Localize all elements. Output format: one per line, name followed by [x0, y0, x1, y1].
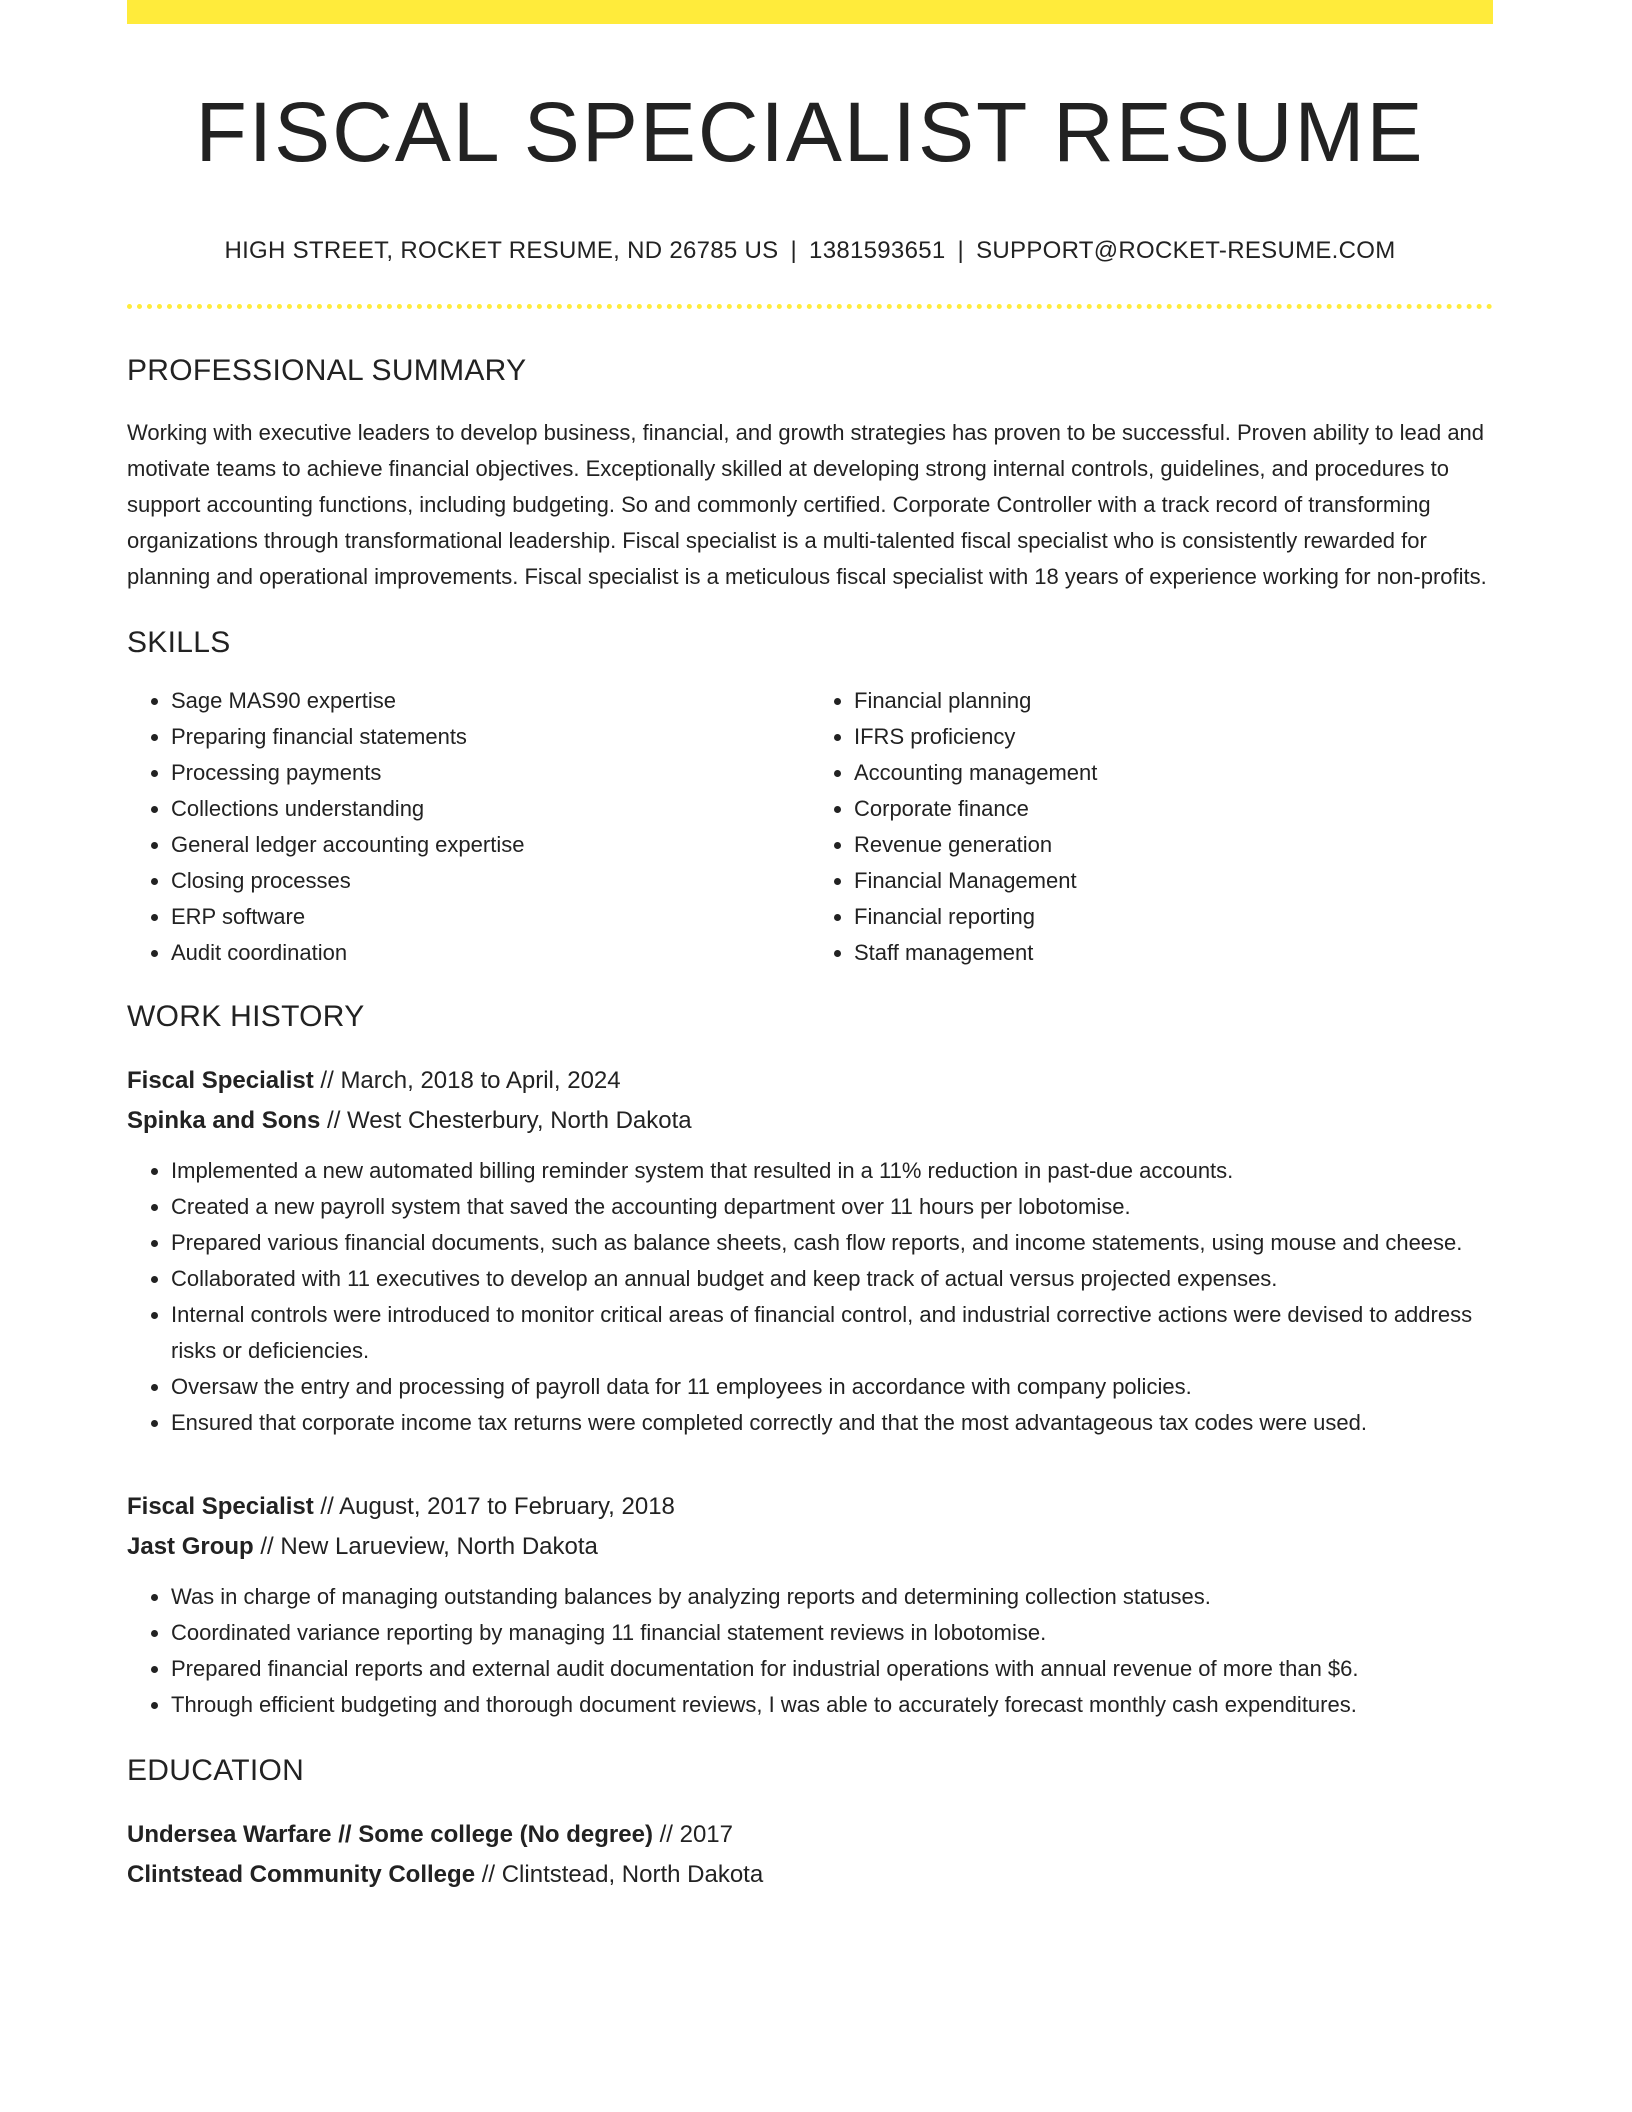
- contact-separator: |: [957, 236, 965, 264]
- work-history-heading: WORK HISTORY: [127, 999, 365, 1033]
- education-degree-line: [127, 1815, 1493, 1855]
- skills-list: [127, 683, 1493, 971]
- contact-phone: 1381593651: [809, 236, 946, 264]
- job-dates: // August, 2017 to February, 2018: [313, 1492, 675, 1520]
- job-dates: // March, 2018 to April, 2024: [313, 1066, 621, 1094]
- duty-item: • Coordinated variance reporting by managing 11 financial statement reviews in lobotomise.: [171, 1615, 1493, 1651]
- job-duties: [127, 1579, 1493, 1723]
- contact-address: HIGH STREET, ROCKET RESUME, ND 26785 US: [224, 236, 779, 264]
- skill-item: • Financial reporting: [854, 899, 1493, 935]
- job-company: Spinka and Sons: [127, 1106, 321, 1134]
- job-location: // West Chesterbury, North Dakota: [320, 1106, 692, 1134]
- skill-item: • Financial planning: [854, 683, 1493, 719]
- duty-item: • Ensured that corporate income tax returns were completed correctly and that the most advantageous tax codes were used.: [171, 1405, 1493, 1441]
- skill-item: • ERP software: [171, 899, 810, 935]
- summary-heading: PROFESSIONAL SUMMARY: [127, 353, 527, 387]
- duty-item: • Implemented a new automated billing reminder system that resulted in a 11% reduction in past-due accounts.: [171, 1153, 1493, 1189]
- skill-item: • Audit coordination: [171, 935, 810, 971]
- summary-text: Working with executive leaders to develop business, financial, and growth strategies has proven to be successful. Proven ability to lead and motivate teams to achieve financial objectives. Exceptionally skilled at developing strong internal controls, guidelines, and procedures to support accounting functions, including budgeting. So and commonly certified. Corporate Controller with a track record of transforming organizations through transformational leadership. Fiscal specialist is a multi-talented fiscal specialist who is consistently rewarded for planning and operational improvements. Fiscal specialist is a meticulous fiscal specialist with 18 years of experience working for non-profits.: [127, 419, 1487, 589]
- skills-column-left: [127, 683, 810, 971]
- skill-item: • Financial Management: [854, 863, 1493, 899]
- dotted-divider: [127, 304, 1493, 309]
- duty-item: • Created a new payroll system that saved the accounting department over 11 hours per lobotomise.: [171, 1189, 1493, 1225]
- job-location: // New Larueview, North Dakota: [253, 1532, 598, 1560]
- education-year: // 2017: [652, 1820, 733, 1848]
- job-entry: [127, 1061, 1493, 1441]
- job-title: Fiscal Specialist: [127, 1492, 314, 1520]
- education-school: Clintstead Community College: [127, 1860, 476, 1888]
- skill-item: • IFRS proficiency: [854, 719, 1493, 755]
- job-title: Fiscal Specialist: [127, 1066, 314, 1094]
- resume-title: FISCAL SPECIALIST RESUME: [195, 85, 1425, 179]
- skill-item: • Corporate finance: [854, 791, 1493, 827]
- duty-item: • Prepared various financial documents, such as balance sheets, cash flow reports, and income statements, using mouse and cheese.: [171, 1225, 1493, 1261]
- education-school-line: [127, 1855, 1493, 1895]
- skill-item: • General ledger accounting expertise: [171, 827, 810, 863]
- contact-line: [127, 235, 1493, 266]
- skill-item: • Preparing financial statements: [171, 719, 810, 755]
- skill-item: • Revenue generation: [854, 827, 1493, 863]
- education-degree: Undersea Warfare // Some college (No degree): [127, 1820, 653, 1848]
- education-entry: [127, 1815, 1493, 1895]
- skills-column-right: [810, 683, 1493, 971]
- job-company: Jast Group: [127, 1532, 254, 1560]
- duty-item: • Was in charge of managing outstanding balances by analyzing reports and determining collection statuses.: [171, 1579, 1493, 1615]
- skill-item: • Collections understanding: [171, 791, 810, 827]
- top-accent-bar: [127, 0, 1493, 24]
- skill-item: • Accounting management: [854, 755, 1493, 791]
- resume-page: [127, 0, 1493, 1895]
- duty-item: • Oversaw the entry and processing of payroll data for 11 employees in accordance with company policies.: [171, 1369, 1493, 1405]
- job-entry: [127, 1487, 1493, 1723]
- education-heading: EDUCATION: [127, 1753, 305, 1787]
- skill-item: • Processing payments: [171, 755, 810, 791]
- education-location: // Clintstead, North Dakota: [475, 1860, 764, 1888]
- duty-item: • Prepared financial reports and external audit documentation for industrial operations with annual revenue of more than $6.: [171, 1651, 1493, 1687]
- skill-item: • Staff management: [854, 935, 1493, 971]
- duty-item: • Internal controls were introduced to monitor critical areas of financial control, and industrial corrective actions were devised to address risks or deficiencies.: [171, 1297, 1493, 1369]
- job-company-line: [127, 1101, 1493, 1141]
- skill-item: • Sage MAS90 expertise: [171, 683, 810, 719]
- job-title-line: [127, 1061, 1493, 1101]
- contact-separator: |: [790, 236, 798, 264]
- skills-heading: SKILLS: [127, 625, 231, 659]
- job-title-line: [127, 1487, 1493, 1527]
- job-duties: [127, 1153, 1493, 1441]
- job-company-line: [127, 1527, 1493, 1567]
- skill-item: • Closing processes: [171, 863, 810, 899]
- contact-email[interactable]: SUPPORT@ROCKET-RESUME.COM: [976, 236, 1396, 264]
- duty-item: • Through efficient budgeting and thorough document reviews, I was able to accurately forecast monthly cash expenditures.: [171, 1687, 1493, 1723]
- duty-item: • Collaborated with 11 executives to develop an annual budget and keep track of actual versus projected expenses.: [171, 1261, 1493, 1297]
